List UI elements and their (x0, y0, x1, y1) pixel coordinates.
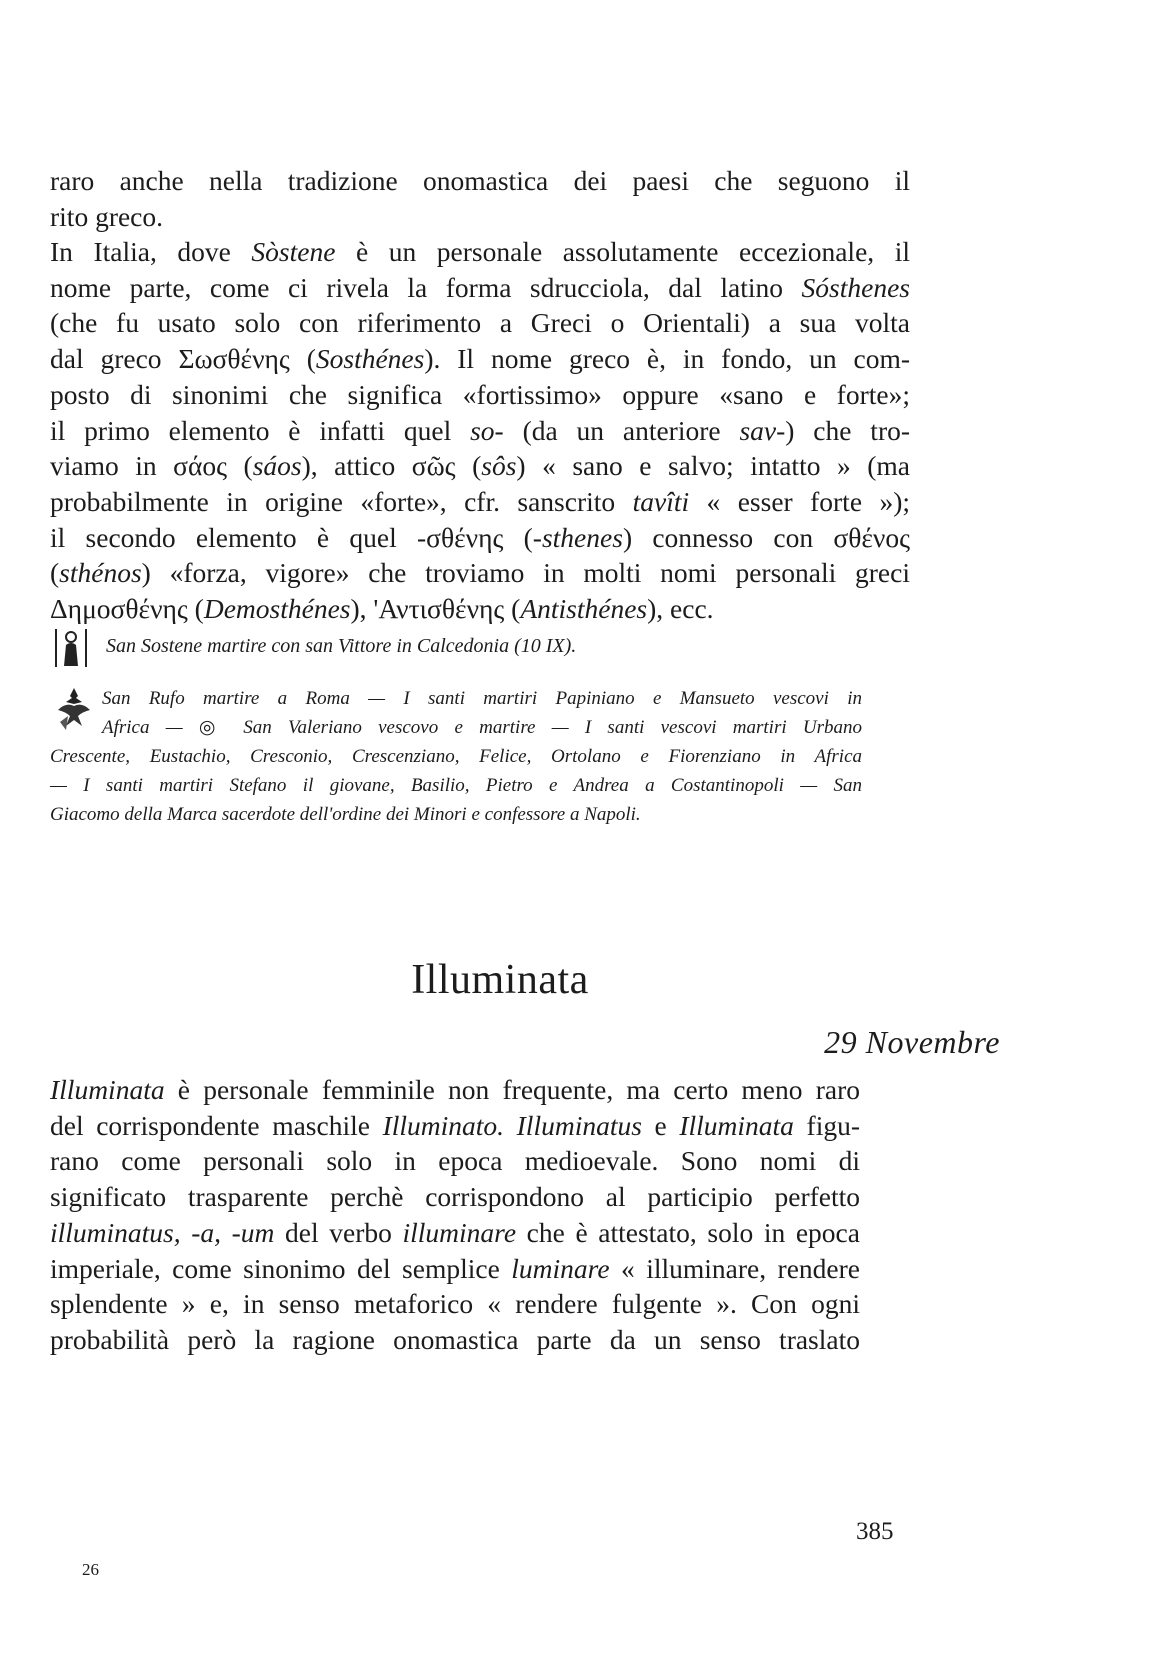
text-line: (sthénos) «forza, vigore» che troviamo in molti nomi personali greci (50, 557, 910, 589)
text-line: Crescente, Eustachio, Cresconio, Crescenziano, Felice, Ortolano e Fiorenziano in Africa (50, 746, 862, 767)
commemorations-block (50, 684, 862, 829)
page-number: 385 (856, 1518, 894, 1545)
illuminata-paragraph (50, 1072, 860, 1358)
text-line: Δημοσθένης (Demosthénes), 'Αντισθένης (Antisthénes), ecc. (50, 593, 714, 625)
text-line: rano come personali solo in epoca medioevale. Sono nomi di (50, 1145, 860, 1177)
text-line: significato trasparente perchè corrispondono al participio perfetto (50, 1181, 860, 1213)
text-line: (che fu usato solo con riferimento a Greci o Orientali) a sua volta (50, 307, 910, 339)
feast-date: 29 Novembre (824, 1024, 1000, 1060)
text-line: — I santi martiri Stefano il giovane, Basilio, Pietro e Andrea a Costantinopoli — San (50, 775, 862, 796)
text-line: nome parte, come ci rivela la forma sdrucciola, dal latino Sósthenes (50, 271, 910, 303)
text-line: splendente » e, in senso metaforico « rendere fulgente ». Con ogni (50, 1288, 860, 1320)
continuation-paragraph (50, 163, 910, 234)
text-line: probabilità però la ragione onomastica parte da un senso traslato (50, 1323, 860, 1355)
text-line: del corrispondente maschile Illuminato. Illuminatus e Illuminata figu- (50, 1109, 860, 1141)
entry-title: Illuminata (411, 957, 589, 1003)
text-line: il primo elemento è infatti quel so- (da un anteriore sav-) che tro- (50, 414, 911, 446)
text-line: imperiale, come sinonimo del semplice luminare « illuminare, rendere (50, 1252, 860, 1284)
text-line: illuminatus, -a, -um del verbo illuminare che è attestato, solo in epoca (50, 1216, 860, 1248)
sostene-etymology-paragraph (50, 234, 910, 627)
text-line: San Rufo martire a Roma — I santi martiri Papiniano e Mansueto vescovi in (102, 688, 862, 709)
text-line: raro anche nella tradizione onomastica dei paesi che seguono il (50, 165, 910, 196)
text-line: Giacomo della Marca sacerdote dell'ordine dei Minori e confessore a Napoli. (50, 804, 641, 825)
text-line: Africa — ◎ San Valeriano vescovo e martire — I santi vescovi martiri Urbano (102, 717, 862, 738)
text-line: probabilmente in origine «forte», cfr. sanscrito tavîti « esser forte »); (50, 485, 911, 517)
martyrology-entry (106, 632, 806, 661)
text-line: rito greco. (50, 200, 164, 232)
text-line: In Italia, dove Sòstene è un personale assolutamente eccezionale, il (50, 236, 910, 267)
text-line: il secondo elemento è quel -σθένης (-sthenes) connesso con σθένος (50, 521, 910, 553)
text-line: posto di sinonimi che significa «fortissimo» oppure «sano e forte»; (50, 378, 910, 410)
feast-symbol-icon: ◎ (198, 717, 227, 738)
text-line: viamo in σάος (sáos), attico σῶς (sôs) « sano e salvo; intatto » (ma (50, 450, 910, 482)
martyrology-text: San Sostene martire con san Vittore in Calcedonia (10 IX). (106, 635, 577, 657)
text-line: dal greco Σωσθένης (Sosthénes). Il nome greco è, in fondo, un com- (50, 343, 910, 375)
saint-figure-icon (54, 628, 88, 668)
text-line: Illuminata è personale femminile non frequente, ma certo meno raro (50, 1074, 860, 1105)
signature-mark: 26 (82, 1560, 99, 1579)
